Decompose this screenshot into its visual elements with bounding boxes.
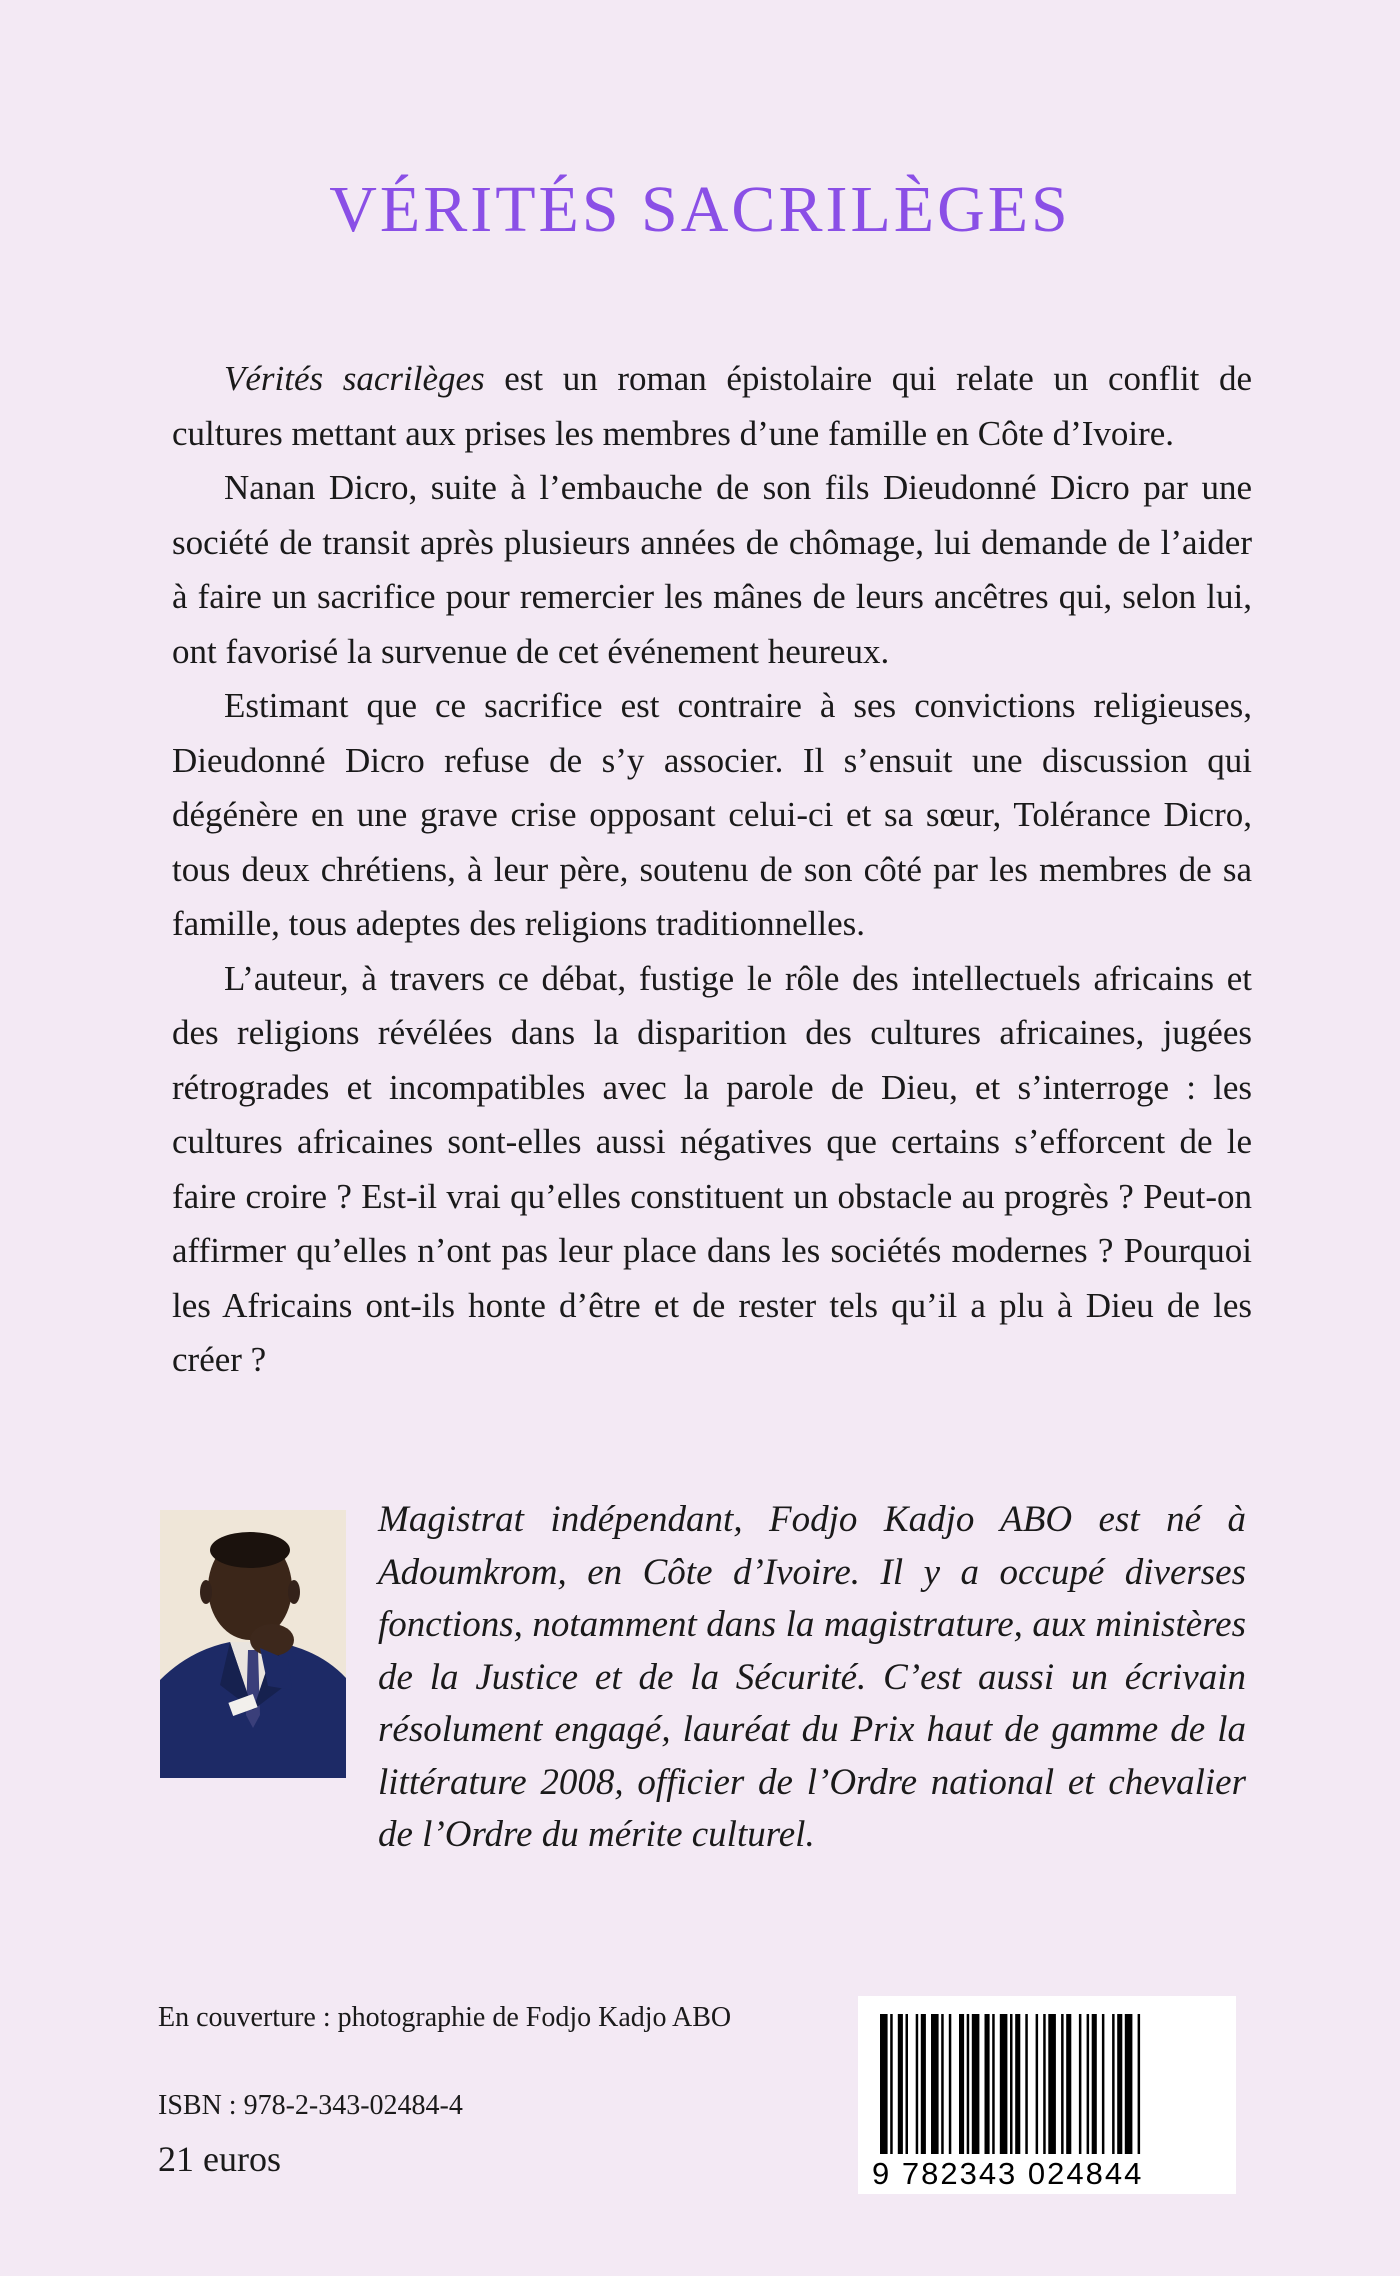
synopsis-paragraph-text: est un roman épistolaire qui relate un conflit de cultures mettant aux prises les membres d’une famille en Côte d’Ivoire. (172, 359, 1252, 453)
barcode-bar (1102, 2014, 1105, 2154)
synopsis-paragraph (172, 352, 1252, 461)
barcode-bar (906, 2014, 909, 2154)
barcode-bar (1015, 2014, 1020, 2154)
synopsis-paragraph: Estimant que ce sacrifice est contraire à ses convictions religieuses, Dieudonné Dicro refuse de s’y associer. Il s’ensuit une discussion qui dégénère en une grave crise opposant celui-ci et sa sœur, Tolérance Dicro, tous deux chrétiens, à leur père, soutenu de son côté par les membres de sa famille, tous adeptes des religions traditionnelles. (172, 686, 1252, 943)
barcode-bar (1087, 2014, 1090, 2154)
barcode-bar (959, 2014, 964, 2154)
author-photo (160, 1510, 346, 1778)
barcode-bar (1025, 2014, 1028, 2154)
synopsis-title-italic: Vérités sacrilèges (224, 359, 485, 398)
barcode-bar (1048, 2014, 1056, 2154)
barcode-bar (1043, 2014, 1046, 2154)
synopsis-paragraph: Nanan Dicro, suite à l’embauche de son fils Dieudonné Dicro par une société de transit après plusieurs années de chômage, lui demande de l’aider à faire un sacrifice pour remercier les mânes de leurs ancêtres qui, selon lui, ont favorisé la survenue de cet événement heureux. (172, 468, 1252, 671)
synopsis (172, 352, 1252, 1388)
cover-credit: En couverture : photographie de Fodjo Kadjo ABO (158, 2002, 732, 2033)
barcode-bar (890, 2014, 893, 2154)
barcode-bar (1000, 2014, 1008, 2154)
barcode-bar (992, 2014, 995, 2154)
barcode-bar (916, 2014, 919, 2154)
barcode-bar (1061, 2014, 1064, 2154)
barcode-bar (1066, 2014, 1071, 2154)
barcode-bar (1010, 2014, 1013, 2154)
barcode-bar (880, 2014, 888, 2154)
barcode-bar (1125, 2014, 1133, 2154)
synopsis-paragraph: L’auteur, à travers ce débat, fustige le rôle des intellectuels africains et des religions révélées dans la disparition des cultures africaines, jugées rétrogrades et incompatibles avec la parole de Dieu, et s’interroge : les cultures africaines sont-elles aussi négatives que certains s’efforcent de le faire croire ? Est-il vrai qu’elles constituent un obstacle au progrès ? Peut-on affirmer qu’elles n’ont pas leur place dans les sociétés modernes ? Pourquoi les Africains ont-ils honte d’être et de rester tels qu’il a plu à Dieu de les créer ? (172, 958, 1252, 1379)
barcode-bar (967, 2014, 970, 2154)
barcode-bar (1092, 2014, 1097, 2154)
barcode-bar (941, 2014, 944, 2154)
barcode-bar (898, 2014, 903, 2154)
barcode-bar (1138, 2014, 1141, 2154)
barcode-bar (1117, 2014, 1122, 2154)
barcode-bar (1079, 2014, 1082, 2154)
barcode-bar (1112, 2014, 1115, 2154)
price: 21 euros (158, 2139, 281, 2179)
book-title: VÉRITÉS SACRILÈGES (329, 173, 1071, 247)
barcode-bar (985, 2014, 990, 2154)
barcode-bar (931, 2014, 939, 2154)
author-portrait-image (160, 1510, 346, 1778)
isbn: ISBN : 978-2-343-02484-4 (158, 2090, 463, 2121)
author-bio: Magistrat indépendant, Fodjo Kadjo ABO est né à Adoumkrom, en Côte d’Ivoire. Il y a occupé diverses fonctions, notamment dans la magistrature, aux ministères de la Justice et de la Sécurité. C’est aussi un écrivain résolument engagé, lauréat du Prix haut de gamme de la littérature 2008, officier de l’Ordre national et chevalier de l’Ordre du mérite culturel. (378, 1499, 1246, 1855)
barcode-bar (921, 2014, 926, 2154)
barcode-bar (972, 2014, 980, 2154)
barcode-bar (949, 2014, 952, 2154)
barcode (858, 1996, 1236, 2194)
barcode-bar (1036, 2014, 1039, 2154)
barcode-digits: 9 782343 024844 (872, 2156, 1144, 2191)
